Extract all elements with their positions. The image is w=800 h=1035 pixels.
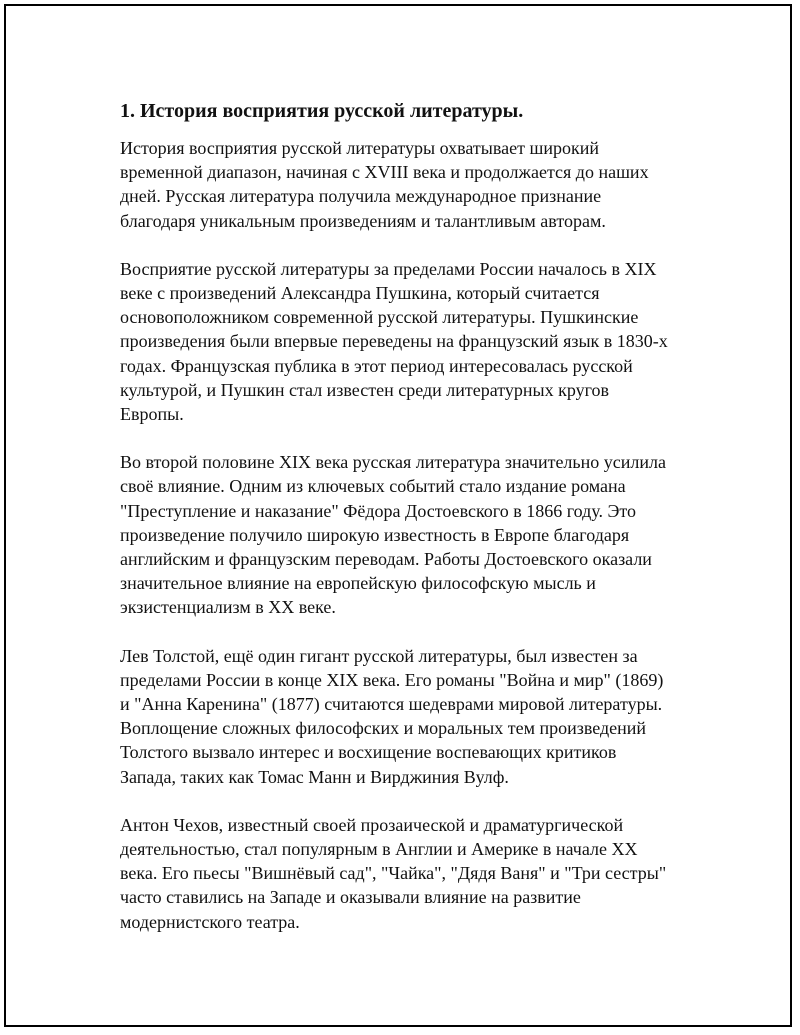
text-line: пределами России в конце XIX века. Его романы "Война и мир" (1869) <box>120 669 664 690</box>
text-line: веке с произведений Александра Пушкина, который считается <box>120 283 600 304</box>
text-line: произведения были впервые переведены на французский язык в 1830-х <box>120 331 668 352</box>
text-line: английским и французским переводам. Работы Достоевского оказали <box>120 549 652 570</box>
text-line: своё влияние. Одним из ключевых событий стало издание романа <box>120 476 626 497</box>
text-line: часто ставились на Западе и оказывали влияние на развитие <box>120 887 581 908</box>
text-line: Запада, таких как Томас Манн и Вирджиния Вулф. <box>120 766 509 787</box>
paragraph-5 <box>120 813 700 934</box>
text-line: модернистского театра. <box>120 911 300 932</box>
paragraph-4 <box>120 644 700 789</box>
text-line: История восприятия русской литературы охватывает широкий <box>120 138 599 158</box>
paragraph-3 <box>120 450 700 619</box>
text-line: века. Его пьесы "Вишнёвый сад", "Чайка", "Дядя Ваня" и "Три сестры" <box>120 863 667 884</box>
text-line: основоположником современной русской литературы. Пушкинские <box>120 307 639 328</box>
text-line: значительное влияние на европейскую философскую мысль и <box>120 573 596 594</box>
text-line: временной диапазон, начиная с XVIII века и продолжается до наших <box>120 162 649 183</box>
section-title: 1. История восприятия русской литературы. <box>120 100 524 122</box>
text-line: Лев Толстой, ещё один гигант русской литературы, был известен за <box>120 645 638 666</box>
text-line: Антон Чехов, известный своей прозаической и драматургической <box>120 814 624 835</box>
text-line: Воплощение сложных философских и моральных тем произведений <box>120 718 647 739</box>
paragraph-2 <box>120 257 700 426</box>
text-line: дней. Русская литература получила международное признание <box>120 186 602 207</box>
text-line: Во второй половине XIX века русская литература значительно усилила <box>120 452 666 473</box>
text-line: деятельностью, стал популярным в Англии и Америке в начале XX <box>120 839 638 860</box>
paragraph-1 <box>120 136 700 233</box>
text-line: экзистенциализм в XX веке. <box>120 597 336 618</box>
text-line: Европы. <box>120 404 184 425</box>
document-content <box>120 96 700 958</box>
document-page <box>4 4 792 1027</box>
text-line: культурой, и Пушкин стал известен среди литературных кругов <box>120 379 610 400</box>
text-line: и "Анна Каренина" (1877) считаются шедеврами мировой литературы. <box>120 694 663 715</box>
text-line: благодаря уникальным произведениям и талантливым авторам. <box>120 210 606 231</box>
text-line: Восприятие русской литературы за пределами России началось в XIX <box>120 258 657 279</box>
text-line: годах. Французская публика в этот период интересовалась русской <box>120 355 633 376</box>
text-line: Толстого вызвало интерес и восхищение воспевающих критиков <box>120 742 617 763</box>
text-line: "Преступление и наказание" Фёдора Достоевского в 1866 году. Это <box>120 500 637 521</box>
text-line: произведение получило широкую известность в Европе благодаря <box>120 524 630 545</box>
